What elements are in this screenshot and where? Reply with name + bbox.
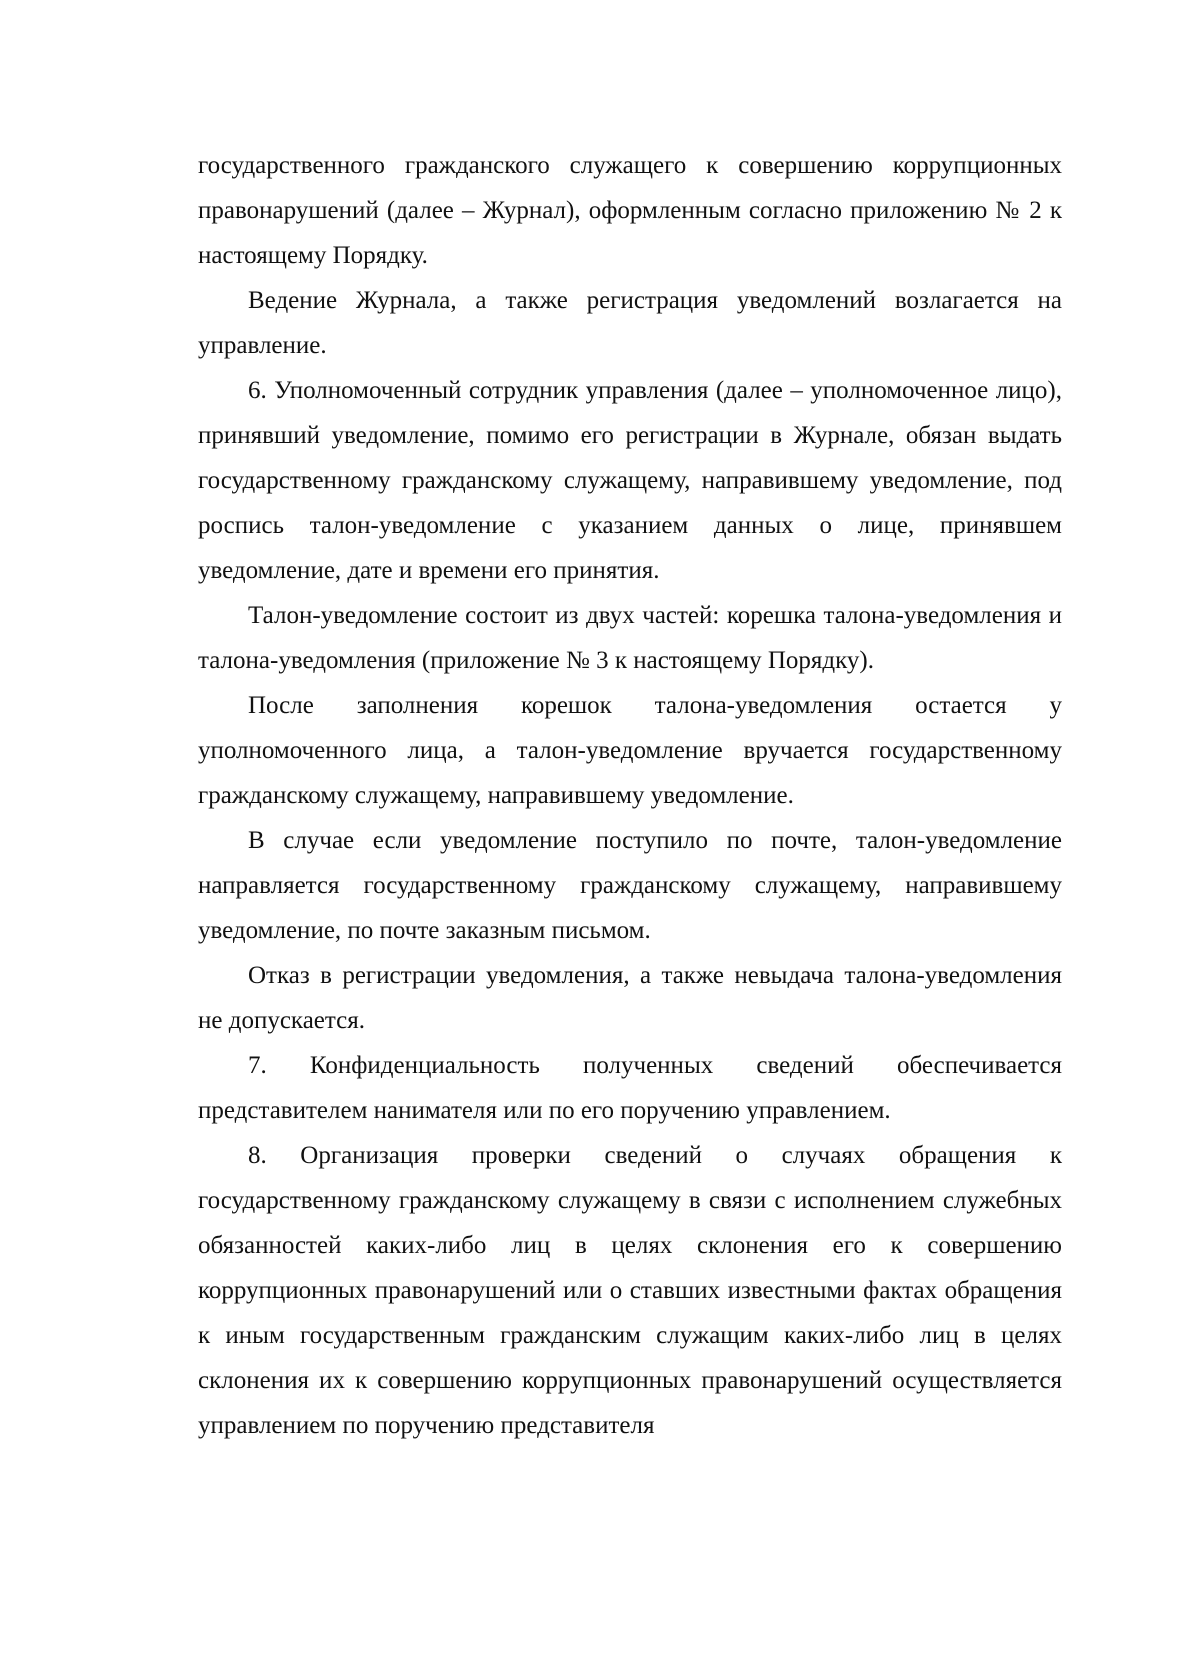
paragraph-coupon-parts: Талон-уведомление состоит из двух частей: корешка талона-уведомления и талона-уведомления (приложение № 3 к настоящему Порядку).: [198, 602, 1062, 674]
paragraph-journal-continuation: государственного гражданского служащего к совершению коррупционных правонарушений (далее – Журнал), оформленным согласно приложению № 2 к настоящему Порядку.: [198, 152, 1062, 269]
paragraph-item-8: 8. Организация проверки сведений о случаях обращения к государственному гражданскому служащему в связи с исполнением служебных обязанностей каких-либо лиц в целях склонения его к совершению коррупционных правонарушений или о ставших известными фактах обращения к иным государственным гражданским служащим каких-либо лиц в целях склонения их к совершению коррупционных правонарушений осуществляется управлением по поручению представителя: [198, 1142, 1062, 1439]
paragraph-journal-keeping: Ведение Журнала, а также регистрация уведомлений возлагается на управление.: [198, 287, 1062, 359]
paragraph-item-6: 6. Уполномоченный сотрудник управления (далее – уполномоченное лицо), принявший уведомление, помимо его регистрации в Журнале, обязан выдать государственному гражданскому служащему, направившему уведомление, под роспись талон-уведомление с указанием данных о лице, принявшем уведомление, дате и времени его принятия.: [198, 377, 1062, 584]
paragraph-after-filling: После заполнения корешок талона-уведомления остается у уполномоченного лица, а талон-уведомление вручается государственному гражданскому служащему, направившему уведомление.: [198, 692, 1062, 809]
paragraph-item-7: 7. Конфиденциальность полученных сведений обеспечивается представителем нанимателя или по его поручению управлением.: [198, 1052, 1062, 1124]
paragraph-postal-case: В случае если уведомление поступило по почте, талон-уведомление направляется государственному гражданскому служащему, направившему уведомление, по почте заказным письмом.: [198, 827, 1062, 944]
document-body: [198, 143, 1062, 1448]
paragraph-refusal: Отказ в регистрации уведомления, а также невыдача талона-уведомления не допускается.: [198, 962, 1062, 1034]
